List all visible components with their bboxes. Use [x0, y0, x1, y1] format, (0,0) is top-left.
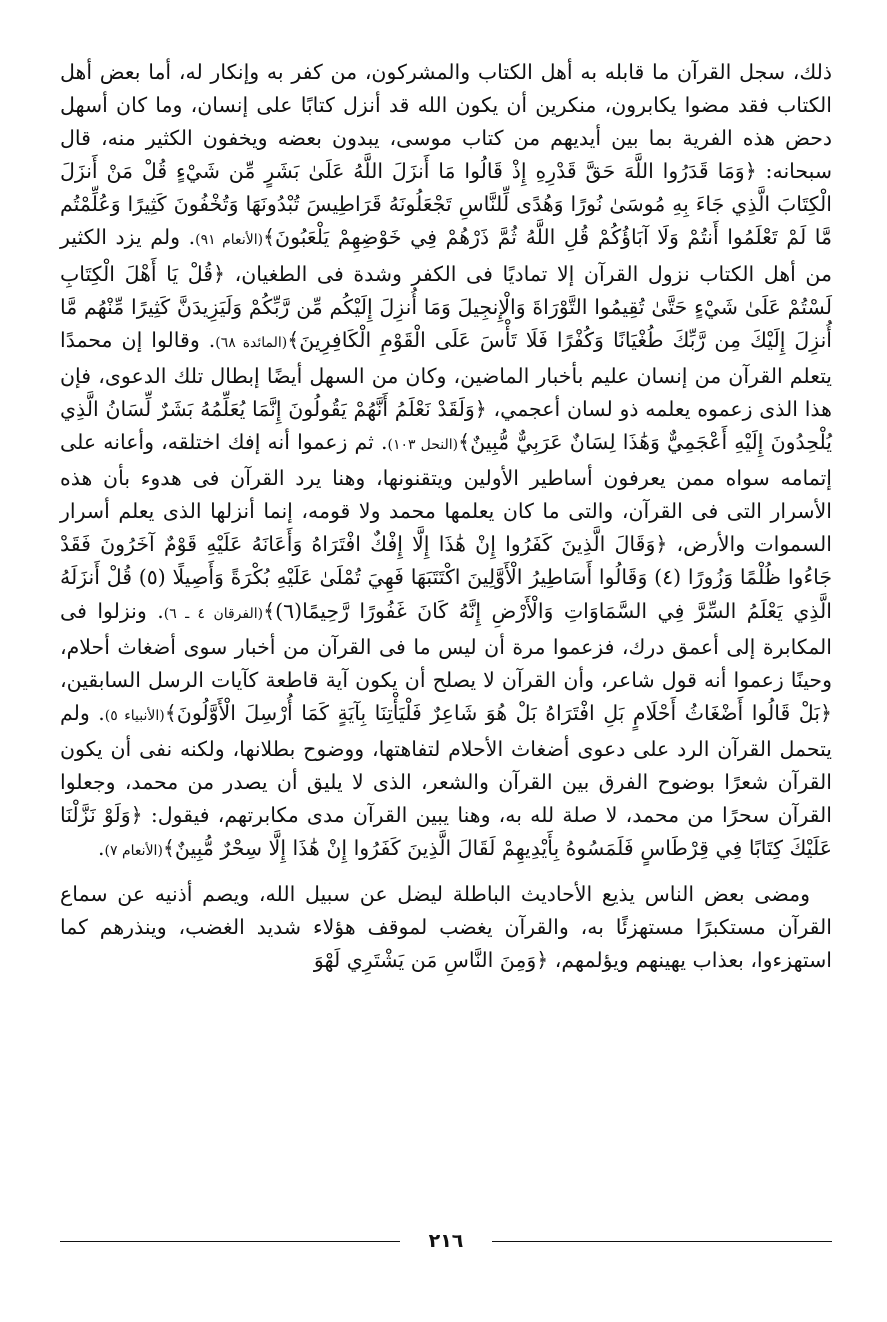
quran-verse-luqman-6-start: ﴿وَمِنَ النَّاسِ مَن يَشْتَرِي لَهْوَ [313, 948, 549, 973]
verse-reference-maida-68: (المائدة ٦٨) [215, 334, 288, 351]
paragraph-1 [60, 56, 832, 868]
paragraph-2 [60, 878, 832, 977]
paragraph-1-text-2: . ولم يزد الكثير من أهل الكتاب نزول القرآن إلا تماديًا فى الكفر وشدة فى الطغيان، [60, 225, 832, 286]
page-number: ٢١٦ [428, 1230, 464, 1252]
paragraph-1-text-5: . ونزلوا فى المكابرة إلى أعمق درك، فزعموا مرة أن ليس ما فى القرآن من أخبار سوى أضغاث أحلام، وحينًا زعموا أنه قول شاعر، وأن القرآن لا يصلح أن يكون آية قاطعة كآيات الرسل السابقين، [60, 598, 832, 692]
paragraph-1-text-4: . ثم زعموا أنه إفك اختلقه، وأعانه على إتمامه سواه ممن يعرفون أساطير الأولين ويتقنونها، وهنا يرد القرآن فى هدوء بأن هذه الأسرار التى فى القرآن، والتى ما كان يعلمها محمد ولا قومه، إنما أنزلها الذى يعلم أسرار السموات والأرض، [60, 430, 833, 557]
quran-verse-nahl-103: ﴿وَلَقَدْ نَعْلَمُ أَنَّهُمْ يَقُولُونَ إِنَّمَا يُعَلِّمُهُ بَشَرٌ لِّسَانُ الَّذِي يُلْحِدُونَ إِلَيْهِ أَعْجَمِيٌّ وَهَٰذَا لِسَانٌ عَرَبِيٌّ مُّبِينٌ﴾ [60, 396, 833, 455]
paragraph-1-text-6: . ولم يتحمل القرآن الرد على دعوى أضغاث الأحلام لتفاهتها، ووضوح بطلانها، ولكنه نفى أن يكون القرآن شعرًا بوضوح الفرق بين القرآن والشعر، الذى لا يليق أن يصدر من محمد، وجعلوا القرآن سحرًا من محمد، لا صلة لله به، وهنا يبين القرآن مدى مكابرتهم، فيقول: [60, 700, 832, 828]
quran-verse-anbiya-5: ﴿بَلْ قَالُوا أَضْغَاثُ أَحْلَامٍ بَلِ افْتَرَاهُ بَلْ هُوَ شَاعِرٌ فَلْيَأْتِنَا بِآيَةٍ كَمَا أُرْسِلَ الْأَوَّلُونَ﴾ [164, 700, 833, 725]
verse-reference-anam-7: (الأنعام ٧) [104, 843, 163, 860]
footer-rule-right [492, 1241, 832, 1242]
quran-verse-furqan-4-6: ﴿وَقَالَ الَّذِينَ كَفَرُوا إِنْ هَٰذَا إِلَّا إِفْكٌ افْتَرَاهُ وَأَعَانَهُ عَلَيْهِ قَوْمٌ آخَرُونَ فَقَدْ جَاءُوا ظُلْمًا وَزُورًا (٤) وَقَالُوا أَسَاطِيرُ الْأَوَّلِينَ اكْتَتَبَهَا فَهِيَ تُمْلَىٰ عَلَيْهِ بُكْرَةً وَأَصِيلًا (٥) قُلْ أَنزَلَهُ الَّذِي يَعْلَمُ السِّرَّ فِي السَّمَاوَاتِ وَالْأَرْضِ إِنَّهُ كَانَ غَفُورًا رَّحِيمًا(٦)﴾ [60, 532, 832, 623]
verse-reference-nahl-103: (النحل ١٠٣) [387, 437, 459, 454]
verse-reference-anam-91: (الأنعام ٩١) [195, 232, 264, 249]
paragraph-1-text-7: . [98, 836, 105, 861]
quran-verse-maida-68: ﴿قُلْ يَا أَهْلَ الْكِتَابِ لَسْتُمْ عَلَىٰ شَيْءٍ حَتَّىٰ تُقِيمُوا التَّوْرَاةَ وَالْإِنجِيلَ وَمَا أُنزِلَ إِلَيْكُم مِّن رَّبِّكُمْ وَلَيَزِيدَنَّ كَثِيرًا مِّنْهُم مَّا أُنزِلَ إِلَيْكَ مِن رَّبِّكَ طُغْيَانًا وَكُفْرًا فَلَا تَأْسَ عَلَى الْقَوْمِ الْكَافِرِينَ﴾ [60, 261, 832, 352]
page-body [60, 56, 832, 1256]
paragraph-1-text-1: ذلك، سجل القرآن ما قابله به أهل الكتاب والمشركون، من كفر به وإنكار له، أما بعض أهل الكتاب فقد مضوا يكابرون، منكرين أن يكون الله قد أنزل كتابًا على إنسان، وما كان أسهل دحض هذه الفرية بما بين أيديهم من كتاب موسى، يبدون بعضه ويخفون الكثير منه، قال سبحانه: [60, 60, 833, 184]
paragraph-1-text-3: . وقالوا إن محمدًا يتعلم القرآن من إنسان عليم بأخبار الماضين، وكان من السهل أيضًا إبطال تلك الدعوى، فإن هذا الذى زعموه يعلمه ذو لسان أعجمي، [60, 327, 832, 421]
paragraph-2-text-1: ومضى بعض الناس يذيع الأحاديث الباطلة ليضل عن سبيل الله، ويصم أذنيه عن سماع القرآن مستكبرًا مستهزئًا به، والقرآن يغضب لموقف هؤلاء شديد الغضب، وينذرهم كما استهزءوا، بعذاب يهينهم ويؤلمهم، [60, 882, 832, 973]
verse-reference-anbiya-5: (الأنبياء ٥) [104, 707, 165, 724]
page-footer [60, 1230, 832, 1250]
quran-verse-anam-91: ﴿وَمَا قَدَرُوا اللَّهَ حَقَّ قَدْرِهِ إِذْ قَالُوا مَا أَنزَلَ اللَّهُ عَلَىٰ بَشَرٍ مِّن شَيْءٍ قُلْ مَنْ أَنزَلَ الْكِتَابَ الَّذِي جَاءَ بِهِ مُوسَىٰ نُورًا وَهُدًى لِّلنَّاسِ تَجْعَلُونَهُ قَرَاطِيسَ تُبْدُونَهَا وَتُخْفُونَ كَثِيرًا وَعُلِّمْتُم مَّا لَمْ تَعْلَمُوا أَنتُمْ وَلَا آبَاؤُكُمْ قُلِ اللَّهُ ثُمَّ ذَرْهُمْ فِي خَوْضِهِمْ يَلْعَبُونَ﴾ [60, 159, 832, 250]
verse-reference-furqan-4-6: (الفرقان ٤ ـ ٦) [163, 605, 264, 622]
quran-verse-anam-7: ﴿وَلَوْ نَزَّلْنَا عَلَيْكَ كِتَابًا فِي قِرْطَاسٍ فَلَمَسُوهُ بِأَيْدِيهِمْ لَقَالَ الَّذِينَ كَفَرُوا إِنْ هَٰذَا إِلَّا سِحْرٌ مُّبِينٌ﴾ [60, 803, 832, 861]
footer-rule-left [60, 1241, 400, 1242]
